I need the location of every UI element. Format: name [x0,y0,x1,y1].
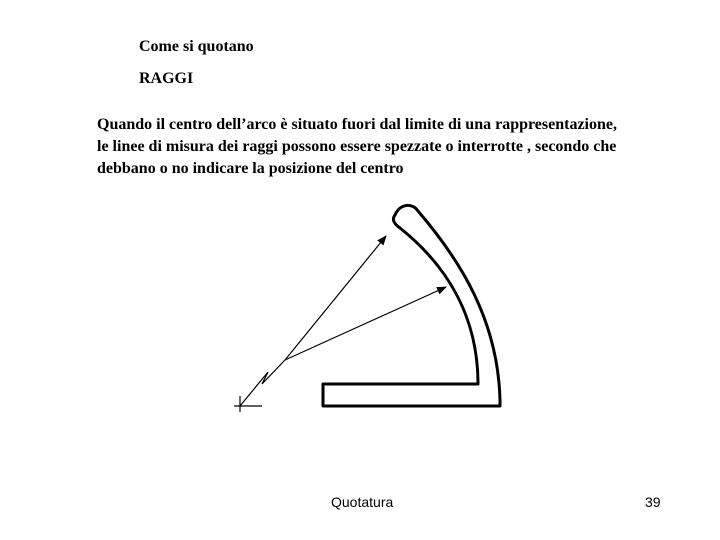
body-line: debbano o no indicare la posizione del centro [97,160,404,177]
radius-dimension-line-lower [285,287,446,360]
arc-part-outline [323,205,500,406]
footer-label: Quotatura [331,494,394,510]
body-line: Quando il centro dell’arco è situato fuori dal limite di una rappresentazione, [97,116,617,133]
broken-radius-line [240,360,285,406]
radius-dimension-line-upper [285,236,386,360]
slide-heading: RAGGI [139,70,194,87]
page-number: 39 [645,494,661,510]
slide-subtitle: Come si quotano [139,38,254,55]
body-line: le linee di misura dei raggi possono essere spezzate o interrotte , secondo che [97,138,617,155]
